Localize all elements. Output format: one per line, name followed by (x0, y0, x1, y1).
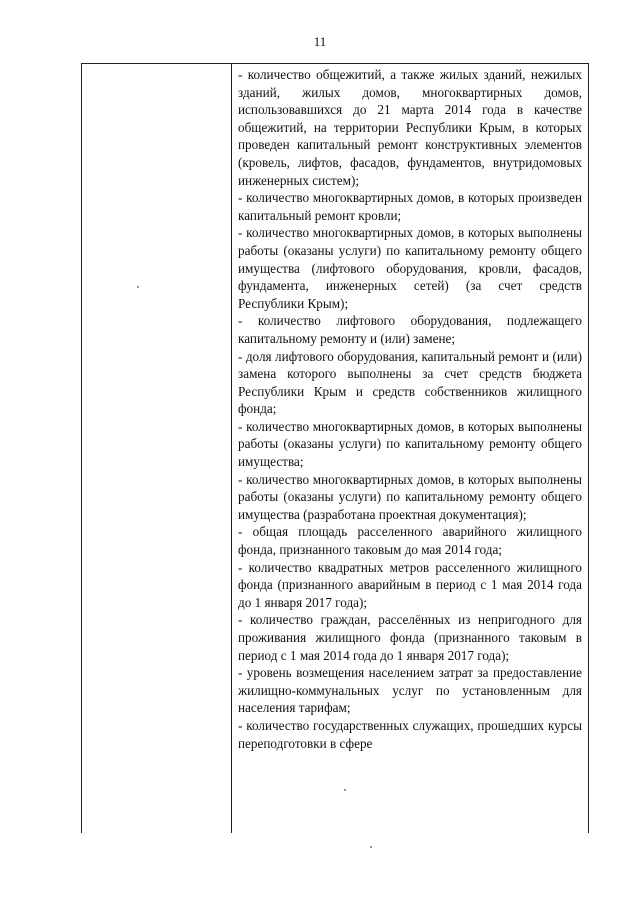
indicator-item: - количество граждан, расселённых из непригодного для проживания жилищного фонда (признанного таковым в период с 1 мая 2014 года до 1 января 2017 года); (238, 612, 582, 663)
scan-speck (137, 286, 139, 288)
table-right-cell (232, 64, 588, 752)
indicator-item: - уровень возмещения населением затрат за предоставление жилищно-коммунальных услуг по установленным для населения тарифам; (238, 665, 582, 716)
indicator-item: - количество многоквартирных домов, в которых выполнены работы (оказаны услуги) по капитальному ремонту общего имущества (разработана проектная документация); (238, 471, 582, 522)
scan-speck (344, 789, 346, 791)
indicators-table (81, 63, 589, 833)
indicator-item: - количество многоквартирных домов, в которых выполнены работы (оказаны услуги) по капитальному ремонту общего имущества; (238, 418, 582, 470)
scan-speck (370, 846, 372, 848)
page-number: 11 (313, 34, 327, 49)
indicator-item: - количество квадратных метров расселенного жилищного фонда (признанного аварийным в период с 1 мая 2014 года до 1 января 2017 года); (238, 559, 582, 610)
indicator-item: - доля лифтового оборудования, капитальный ремонт и (или) замена которого выполнены за счет средств бюджета Республики Крым и средств собственников жилищного фонда; (238, 348, 582, 417)
indicator-item: - количество лифтового оборудования, подлежащего капитальному ремонту и (или) замене; (238, 313, 582, 346)
table-left-cell (82, 64, 232, 833)
indicator-item: - общая площадь расселенного аварийного жилищного фонда, признанного таковым до мая 2014 года; (238, 524, 582, 558)
indicator-item: - количество общежитий, а также жилых зданий, нежилых зданий, жилых домов, многоквартирных домов, использовавшихся до 21 марта 2014 года в качестве общежитий, на территории Республики Крым, в которых проведен капитальный ремонт конструктивных элементов (кровель, лифтов, фасадов, фундаментов, внутридомовых инженерных систем); (238, 67, 582, 188)
indicator-item: - количество многоквартирных домов, в которых произведен капитальный ремонт кровли; (238, 190, 582, 223)
indicator-item: - количество многоквартирных домов, в которых выполнены работы (оказаны услуги) по капитальному ремонту общего имущества (лифтового оборудования, кровли, фасадов, фундамента, инженерных сетей) (за счет средств Республики Крым); (238, 225, 582, 311)
indicator-item: - количество государственных служащих, прошедших курсы переподготовки в сфере (238, 717, 582, 751)
